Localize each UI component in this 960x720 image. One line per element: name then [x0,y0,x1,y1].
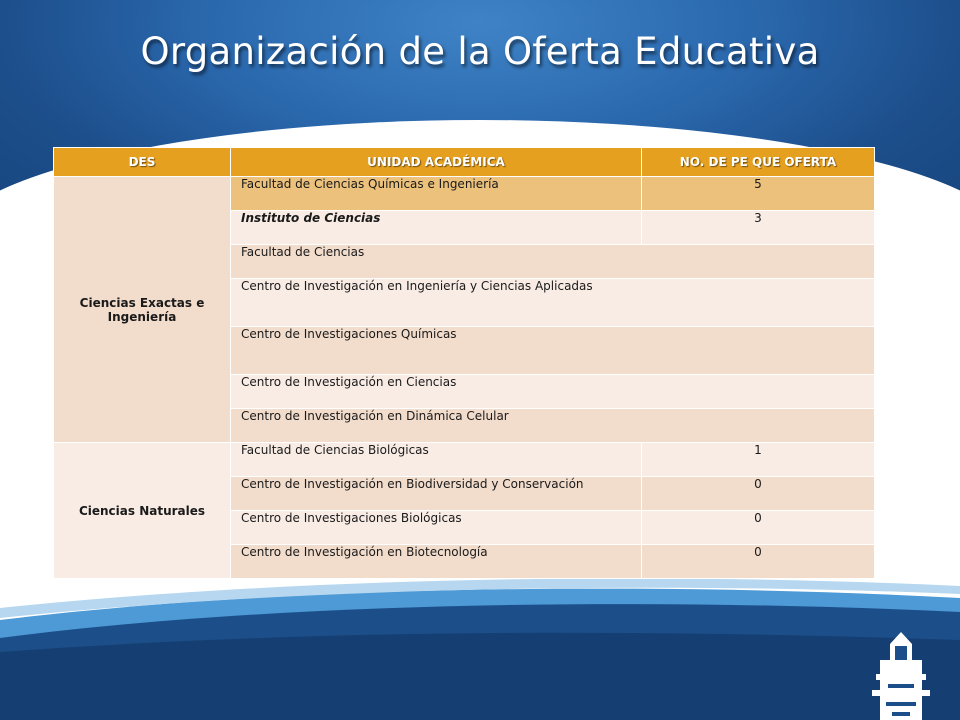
header-des: DES [54,148,231,177]
slide-title: Organización de la Oferta Educativa [140,30,820,73]
unit-cell: Centro de Investigación en Biotecnología [231,545,642,579]
table-row [54,443,875,477]
count-cell: 0 [642,477,875,511]
count-cell: 5 [642,177,875,211]
des-cell: Ciencias Naturales [54,443,231,579]
university-logo-icon [862,630,940,720]
unit-cell: Centro de Investigación en Dinámica Celular [231,409,875,443]
count-cell: 3 [642,211,875,245]
educational-offer-table [53,147,875,579]
count-cell: 0 [642,511,875,545]
unit-cell: Centro de Investigación en Ingeniería y Ciencias Aplicadas [231,279,875,327]
unit-cell: Centro de Investigación en Biodiversidad y Conservación [231,477,642,511]
footer-wave-background [0,560,960,720]
unit-cell: Facultad de Ciencias Biológicas [231,443,642,477]
unit-cell: Instituto de Ciencias [231,211,642,245]
table-header-row [54,148,875,177]
des-cell: Ciencias Exactas e Ingeniería [54,177,231,443]
header-unidad-academica: UNIDAD ACADÉMICA [231,148,642,177]
unit-cell: Centro de Investigación en Ciencias [231,375,875,409]
count-cell: 1 [642,443,875,477]
unit-cell: Facultad de Ciencias [231,245,875,279]
unit-cell: Facultad de Ciencias Químicas e Ingeniería [231,177,642,211]
header-no-pe: NO. DE PE QUE OFERTA [642,148,875,177]
unit-cell: Centro de Investigaciones Biológicas [231,511,642,545]
unit-cell: Centro de Investigaciones Químicas [231,327,875,375]
table-row [54,177,875,211]
count-cell: 0 [642,545,875,579]
